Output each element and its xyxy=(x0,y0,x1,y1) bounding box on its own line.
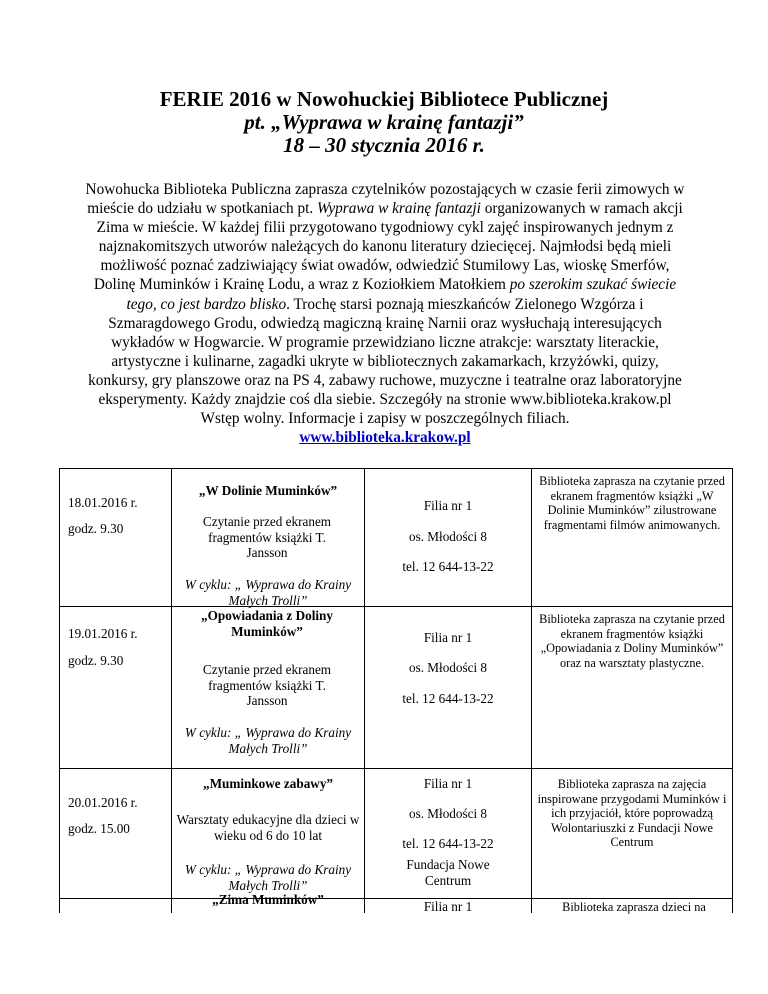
event-place: Filia nr 1 xyxy=(423,899,473,914)
event-place: Filia nr 1 xyxy=(423,630,473,645)
event-time: godz. 9.30 xyxy=(68,653,124,668)
event-place: Filia nr 1 xyxy=(423,776,473,791)
event-cycle: W cyklu: „ Wyprawa do Krainy Małych Trolli” xyxy=(184,862,352,893)
event-phone: tel. 12 644-13-22 xyxy=(402,691,494,706)
event-description: Czytanie przed ekranem fragmentów książki T. Jansson xyxy=(202,514,332,560)
event-cycle: W cyklu: „ Wyprawa do Krainy Małych Trolli” xyxy=(184,577,352,608)
intro-info: Wstęp wolny. Informacje i zapisy w poszczególnych filiach. xyxy=(200,410,570,428)
event-partner: Fundacja Nowe Centrum xyxy=(406,857,490,888)
events-table xyxy=(59,468,733,913)
intro-text-3: . Trochę starsi poznają mieszkańców Zielonego Wzgórza i Szmaragdowego Grodu, odwiedzą magiczną krainę Narnii oraz wysłuchają interesujących wykładów w Hogwarcie. W programie przewidziano liczne atrakcje: warsztaty literackie, artystyczne i kulinarne, zagadki ukryte w bibliotecznych zakamarkach, krzyżówki, quizy, konkursy, gry planszowe oraz na PS 4, zabawy ruchowe, muzyczne i teatralne oraz laboratoryjne eksperymenty. Każdy znajdzie coś dla siebie. Szczegóły na stronie www.biblioteka.krakow.pl xyxy=(88,295,682,409)
event-phone: tel. 12 644-13-22 xyxy=(402,559,494,574)
event-address: os. Młodości 8 xyxy=(408,806,488,821)
event-description: Czytanie przed ekranem fragmentów książki T. Jansson xyxy=(202,662,332,708)
event-title: „Opowiadania z Doliny Muminków” xyxy=(201,608,333,639)
intro-italic-2: po szerokim szukać świecie tego, co jest bardzo blisko xyxy=(126,276,677,313)
event-description: Warsztaty edukacyjne dla dzieci w wieku od 6 do 10 lat xyxy=(176,812,360,843)
event-address: os. Młodości 8 xyxy=(408,529,488,544)
event-note: Biblioteka zaprasza na zajęcia inspirowane przygodami Muminków i ich przyjaciół, które poprowadzą Wolontariuszki z Fundacji Nowe Centrum xyxy=(537,777,727,850)
event-date: 20.01.2016 r. xyxy=(68,795,138,810)
event-title: „W Dolinie Muminków” xyxy=(198,483,338,498)
event-date: 18.01.2016 r. xyxy=(68,495,138,510)
intro-paragraph xyxy=(85,180,685,447)
event-phone: tel. 12 644-13-22 xyxy=(402,836,494,851)
event-address: os. Młodości 8 xyxy=(408,660,488,675)
event-title: „Muminkowe zabawy” xyxy=(202,776,334,791)
event-date: 19.01.2016 r. xyxy=(68,626,138,641)
page-title: FERIE 2016 w Nowohuckiej Bibliotece Publicznej xyxy=(159,87,609,111)
event-time: godz. 9.30 xyxy=(68,521,124,536)
event-note: Biblioteka zaprasza na czytanie przed ekranem fragmentów książki „Opowiadania z Doliny Muminków” oraz na warsztaty plastyczne. xyxy=(539,612,725,670)
intro-text-1: Nowohucka Biblioteka Publiczna zaprasza czytelników pozostających w czasie ferii zimowych w mieście do udziału w spotkaniach pt. xyxy=(85,181,685,218)
event-note: Biblioteka zaprasza dzieci na xyxy=(562,900,706,914)
event-cycle: W cyklu: „ Wyprawa do Krainy Małych Trolli” xyxy=(184,725,352,756)
event-title: „Zima Muminków” xyxy=(212,892,324,907)
event-place: Filia nr 1 xyxy=(423,498,473,513)
event-subtitle: pt. „Wyprawa w krainę fantazji” xyxy=(244,110,524,134)
intro-text-2: organizowanych w ramach akcji Zima w mieście. W każdej filii przygotowano tygodniowy cykl zajęć inspirowanych jednym z najznakomitszych utworów należących do kanonu literatury dziecięcej. Najmłodsi będą mieli możliwość poznać zadziwiający świat owadów, odwiedzić Stumilowy Las, wioskę Smerfów, Dolinę Muminków i Krainę Lodu, a wraz z Koziołkiem Matołkiem xyxy=(93,200,683,294)
event-note: Biblioteka zaprasza na czytanie przed ekranem fragmentów książki „W Dolinie Muminków” zilustrowane fragmentami filmów animowanych. xyxy=(539,474,725,532)
event-time: godz. 15.00 xyxy=(68,821,130,836)
library-link[interactable]: www.biblioteka.krakow.pl xyxy=(299,429,471,447)
intro-italic-1: Wyprawa w krainę fantazji xyxy=(317,200,481,218)
event-dates: 18 – 30 stycznia 2016 r. xyxy=(283,133,485,157)
